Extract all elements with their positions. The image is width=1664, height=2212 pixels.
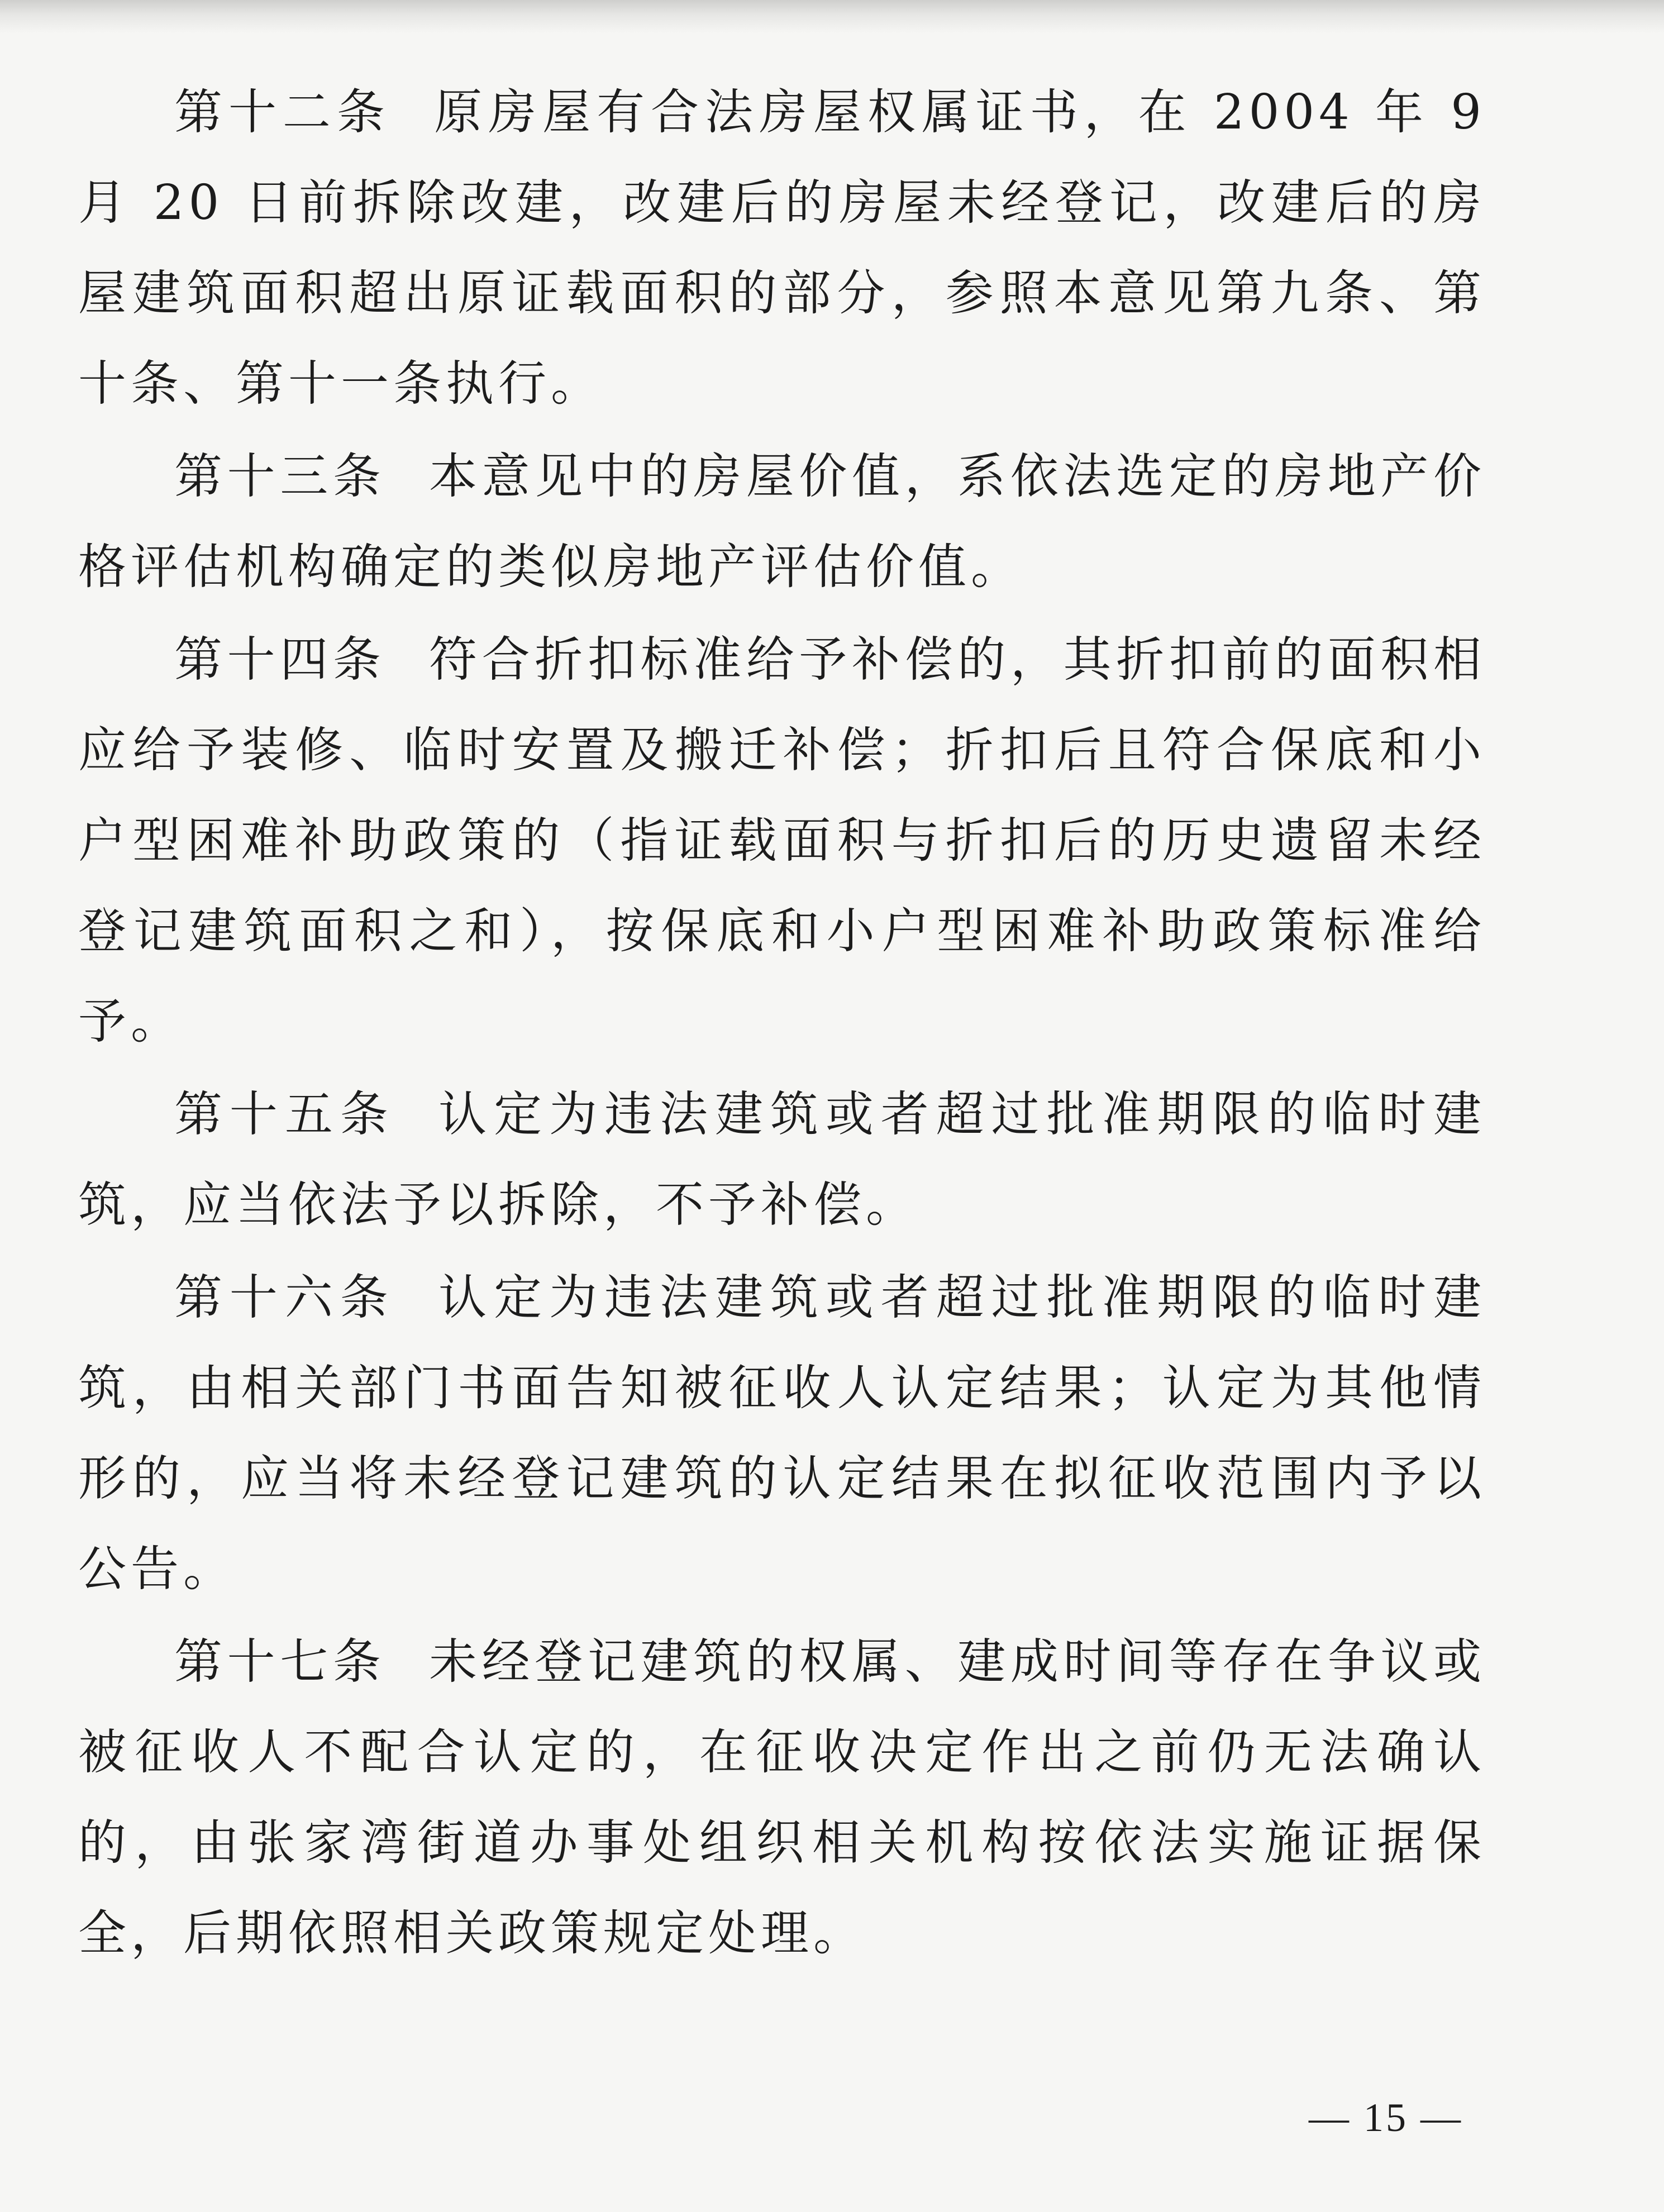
article-text: 认定为违法建筑或者超过批准期限的临时建筑，由相关部门书面告知被征收人认定结果；认定为其他情形的，应当将未经登记建筑的认定结果在拟征收范围内予以公告。 bbox=[78, 1270, 1486, 1597]
article-number: 第十五条 bbox=[174, 1086, 395, 1142]
article-text: 本意见中的房屋价值，系依法选定的房地产价格评估机构确定的类似房地产评估价值。 bbox=[78, 449, 1486, 595]
article-text: 未经登记建筑的权属、建成时间等存在争议或被征收人不配合认定的，在征收决定作出之前仍无法确认的，由张家湾街道办事处组织相关机构按依法实施证据保全，后期依照相关政策规定处理。 bbox=[78, 1634, 1486, 1961]
scan-top-shadow bbox=[0, 0, 1664, 34]
page-number: — 15 — bbox=[1309, 2095, 1463, 2140]
article-16 bbox=[78, 1252, 1486, 1614]
article-text: 认定为违法建筑或者超过批准期限的临时建筑，应当依法予以拆除，不予补偿。 bbox=[78, 1086, 1486, 1233]
article-number: 第十六条 bbox=[174, 1270, 395, 1326]
article-text: 符合折扣标准给予补偿的，其折扣前的面积相应给予装修、临时安置及搬迁补偿；折扣后且符合保底和小户型困难补助政策的（指证载面积与折扣后的历史遗留未经登记建筑面积之和），按保底和小户型困难补助政策标准给予。 bbox=[78, 632, 1486, 1050]
article-12 bbox=[78, 67, 1486, 429]
article-number: 第十二条 bbox=[174, 84, 391, 140]
article-13 bbox=[78, 431, 1486, 612]
article-number: 第十七条 bbox=[174, 1634, 386, 1690]
article-text: 原房屋有合法房屋权属证书，在 2004 年 9 月 20 日前拆除改建，改建后的房屋未经登记，改建后的房屋建筑面积超出原证载面积的部分，参照本意见第九条、第十条、第十一条执行。 bbox=[78, 84, 1486, 412]
article-15 bbox=[78, 1069, 1486, 1250]
article-number: 第十三条 bbox=[174, 449, 386, 504]
article-17 bbox=[78, 1617, 1486, 1979]
article-14 bbox=[78, 614, 1486, 1067]
document-body bbox=[78, 67, 1486, 1981]
article-number: 第十四条 bbox=[174, 632, 386, 688]
